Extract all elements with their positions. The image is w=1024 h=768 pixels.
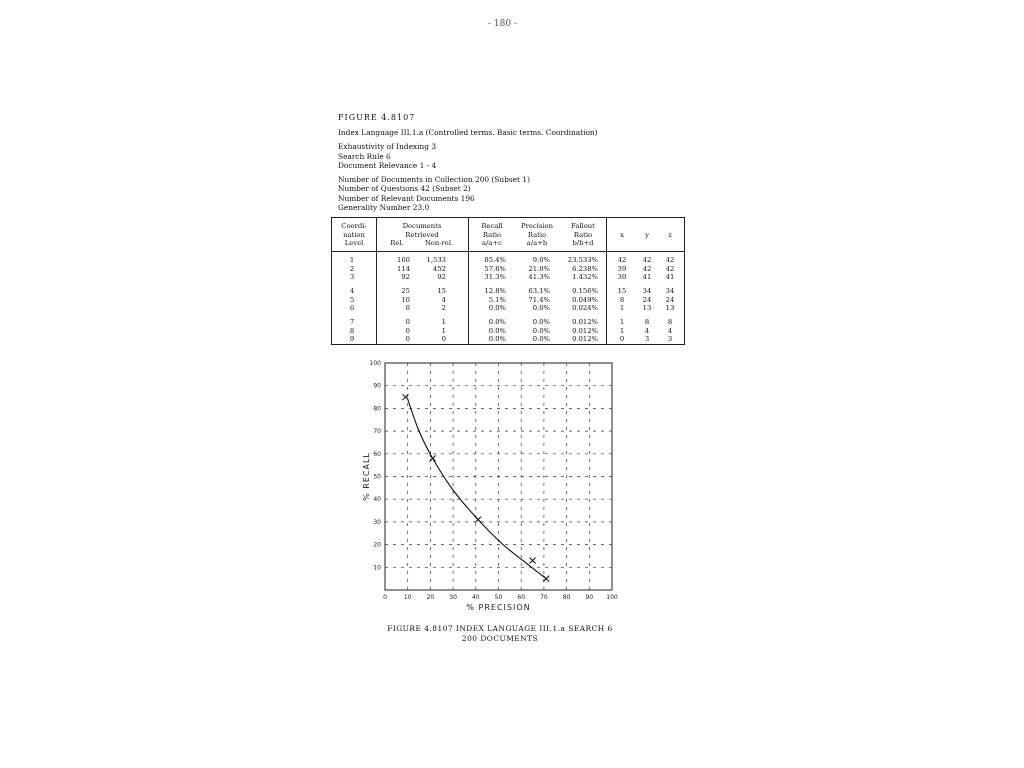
table-cell-level: 7 — [349, 318, 355, 326]
table-cell-level: 4 — [349, 287, 355, 295]
y-tick-label: 100 — [369, 360, 381, 367]
table-cell-x: 1 — [619, 326, 625, 335]
table-cell-recall: 57.6% — [484, 264, 506, 273]
x-tick-label: 100 — [606, 594, 618, 601]
table-cell-recall: 0.0% — [488, 318, 506, 326]
table-cell-rel: 25 — [401, 287, 410, 295]
chart-grid — [385, 363, 612, 590]
table-cell-nonrel: 1 — [441, 326, 446, 335]
table-cell-z: 24 — [665, 295, 675, 304]
table-cell-precision: 0.0% — [532, 304, 550, 312]
table-cell-rel: 10 — [401, 295, 410, 304]
x-tick-label: 40 — [471, 594, 480, 601]
table-cell-z: 3 — [667, 335, 673, 343]
table-cell-precision: 63.1% — [528, 287, 550, 295]
header-recall: Recall Ratio a/a+c — [481, 222, 503, 247]
num-relevant: Number of Relevant Documents 196 — [338, 193, 475, 203]
y-tick-label: 70 — [373, 428, 381, 436]
table-cell-precision: 71.4% — [528, 295, 550, 304]
table-cell-rel: 0 — [405, 335, 410, 343]
table-cell-y: 3 — [644, 335, 650, 343]
generality-number: Generality Number 23.0 — [338, 203, 430, 213]
table-cell-z: 4 — [667, 326, 673, 335]
table-cell-nonrel: 1 — [441, 318, 446, 326]
header-retrieved: Documents Retrieved — [402, 222, 442, 239]
table-cell-z: 13 — [665, 304, 675, 312]
x-tick-label: 10 — [403, 594, 412, 601]
figure-metadata — [338, 128, 598, 212]
table-cell-x: 30 — [617, 273, 627, 281]
recall-precision-chart — [355, 356, 625, 612]
table-cell-level: 9 — [349, 335, 355, 343]
y-tick-label: 30 — [373, 518, 381, 526]
y-tick-label: 60 — [373, 450, 381, 458]
table-cell-fallout: 0.012% — [572, 318, 598, 326]
y-tick-label: 40 — [373, 496, 381, 504]
table-cell-precision: 41.3% — [528, 273, 550, 281]
figure-caption — [340, 624, 660, 644]
table-cell-precision: 21.0% — [528, 264, 550, 273]
table-cell-x: 42 — [617, 256, 627, 264]
table-cell-precision: 0.0% — [532, 326, 550, 335]
document-relevance: Document Relevance 1 - 4 — [338, 160, 437, 170]
table-cell-y: 42 — [642, 256, 652, 264]
table-cell-fallout: 0.012% — [572, 335, 598, 343]
caption-line-2: 200 DOCUMENTS — [461, 634, 539, 643]
exhaustivity: Exhaustivity of Indexing 3 — [338, 142, 437, 152]
table-cell-y: 13 — [642, 304, 652, 312]
table-cell-nonrel: 92 — [437, 273, 446, 281]
header-nonrel: Non-rel. — [424, 239, 454, 247]
table-cell-recall: 0.0% — [488, 335, 506, 343]
header-fallout: Fallout Ratio b/b+d — [571, 222, 595, 247]
table-cell-recall: 85.4% — [484, 256, 506, 264]
table-cell-z: 8 — [667, 318, 673, 326]
table-cell-z: 42 — [665, 264, 675, 273]
table-cell-fallout: 1.432% — [572, 273, 598, 281]
x-tick-label: 90 — [585, 594, 594, 601]
table-cell-y: 4 — [644, 326, 650, 335]
table-cell-nonrel: 4 — [441, 295, 446, 304]
x-tick-label: 80 — [562, 594, 571, 601]
table-cell-z: 42 — [665, 256, 675, 264]
table-cell-nonrel: 2 — [441, 304, 446, 312]
y-tick-label: 20 — [373, 541, 381, 549]
y-tick-label: 80 — [373, 405, 381, 413]
header-level: Coordi- nation Level — [341, 222, 367, 247]
data-point-marker — [530, 557, 536, 563]
chart-points — [402, 394, 549, 582]
table-cell-rel: 0 — [405, 318, 410, 326]
table-cell-precision: 0.0% — [532, 335, 550, 343]
table-cell-rel: 92 — [401, 273, 410, 281]
search-rule: Search Rule 6 — [338, 151, 391, 161]
table-cell-nonrel: 1,533 — [426, 256, 446, 264]
x-tick-label: 20 — [426, 594, 435, 601]
y-tick-label: 50 — [373, 473, 381, 481]
header-x: x — [620, 231, 624, 239]
num-questions: Number of Questions 42 (Subset 2) — [338, 184, 471, 194]
table-cell-nonrel: 0 — [441, 335, 446, 343]
table-cell-x: 1 — [619, 304, 625, 312]
table-cell-fallout: 0.024% — [572, 304, 598, 312]
table-cell-x: 0 — [619, 335, 625, 343]
index-language: Index Language III.1.a (Controlled terms. Basic terms. Coordination) — [338, 128, 598, 137]
page-number: - 180 - — [488, 19, 517, 29]
table-cell-rel: 0 — [405, 304, 410, 312]
x-tick-label: 50 — [494, 594, 503, 601]
table-cell-rel: 160 — [397, 256, 410, 264]
header-rel: Rel. — [390, 239, 404, 247]
table-cell-level: 3 — [349, 273, 355, 281]
x-tick-label: 0 — [383, 594, 387, 601]
num-documents: Number of Documents in Collection 200 (Subset 1) — [338, 175, 530, 185]
y-tick-label: 10 — [373, 564, 381, 572]
table-cell-level: 5 — [349, 295, 355, 304]
table-cell-y: 41 — [642, 273, 652, 281]
table-cell-rel: 114 — [397, 264, 410, 273]
table-cell-fallout: 23.533% — [567, 256, 598, 264]
table-cell-fallout: 6.238% — [572, 264, 598, 273]
table-cell-y: 8 — [644, 318, 650, 326]
table-cell-fallout: 0.049% — [572, 295, 598, 304]
table-cell-recall: 5.1% — [488, 295, 506, 304]
caption-line-1: FIGURE 4.8107 INDEX LANGUAGE III.1.a SEARCH 6 — [387, 624, 613, 633]
table-cell-fallout: 0.156% — [572, 287, 598, 295]
table-cell-nonrel: 15 — [437, 287, 446, 295]
x-tick-label: 60 — [517, 594, 526, 601]
recall-precision-curve — [408, 399, 546, 578]
table-cell-level: 2 — [349, 264, 355, 273]
y-tick-label: 90 — [373, 382, 381, 390]
table-cell-precision: 9.0% — [532, 256, 550, 264]
table-cell-y: 24 — [642, 295, 652, 304]
table-cell-y: 34 — [642, 287, 652, 295]
data-point-marker — [430, 455, 436, 461]
table-cell-x: 1 — [619, 318, 625, 326]
table-cell-z: 34 — [665, 287, 675, 295]
header-precision: Precision Ratio a/a+b — [521, 222, 553, 247]
table-cell-recall: 0.0% — [488, 304, 506, 312]
table-cell-recall: 0.0% — [488, 326, 506, 335]
table-cell-z: 41 — [665, 273, 675, 281]
table-cell-level: 1 — [349, 256, 355, 264]
table-cell-x: 8 — [619, 295, 625, 304]
y-axis-label: % RECALL — [362, 452, 371, 501]
x-axis-label: % PRECISION — [466, 603, 531, 612]
header-y: y — [645, 231, 649, 239]
table-cell-precision: 0.0% — [532, 318, 550, 326]
data-point-marker — [543, 576, 549, 582]
results-table — [331, 217, 685, 345]
table-cell-x: 39 — [617, 264, 627, 273]
table-cell-y: 42 — [642, 264, 652, 273]
table-cell-recall: 12.8% — [484, 287, 506, 295]
table-cell-fallout: 0.012% — [572, 326, 598, 335]
table-cell-level: 6 — [349, 304, 355, 312]
table-cell-rel: 0 — [405, 326, 410, 335]
table-cell-level: 8 — [349, 326, 355, 335]
data-point-marker — [475, 517, 481, 523]
table-cell-nonrel: 452 — [433, 264, 446, 273]
x-tick-label: 70 — [540, 594, 548, 601]
figure-label: FIGURE 4.8107 — [338, 113, 416, 122]
chart-curve — [408, 399, 546, 578]
table-cell-recall: 31.3% — [484, 273, 506, 281]
header-z: z — [668, 231, 672, 239]
table-cell-x: 15 — [617, 287, 627, 295]
x-tick-label: 30 — [449, 594, 457, 601]
